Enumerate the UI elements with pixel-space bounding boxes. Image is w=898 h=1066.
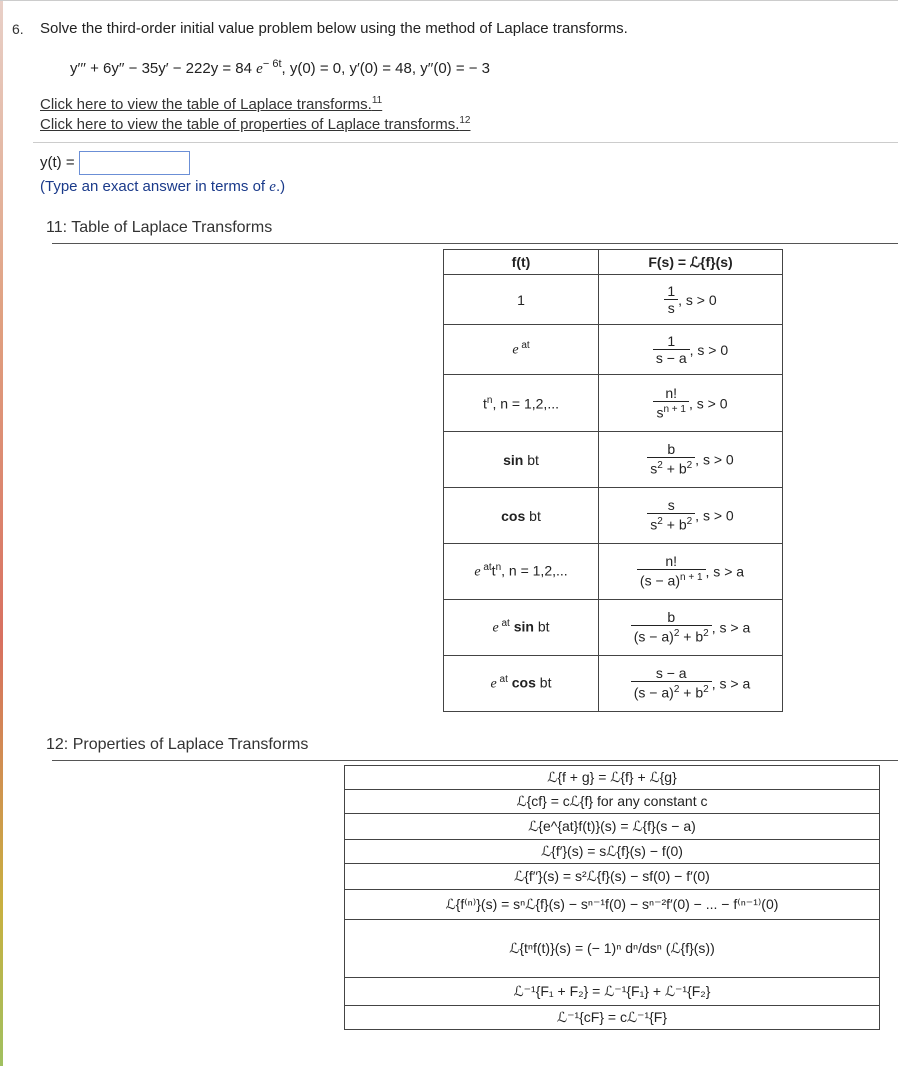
properties-heading-rule xyxy=(52,760,898,761)
laplace-transforms-table xyxy=(443,249,783,712)
table-row: e $^{at}$ sin bt $\frac{b}{(s - a)^2 + b^2}$ , s > a xyxy=(444,600,783,656)
property-row: ℒ⁻¹{F₁ + F₂} = ℒ⁻¹{F₁} + ℒ⁻¹{F₂} xyxy=(345,978,880,1006)
transforms-heading-rule xyxy=(52,243,898,244)
property-row: ℒ{e^{at}f(t)}(s) = ℒ{f}(s − a) xyxy=(345,814,880,840)
col-header-ft: f(t) xyxy=(444,250,599,275)
table-row: cos bt $\frac{s}{s^2 + b^2}$ , s > 0 xyxy=(444,488,783,544)
table-row: e $^{at}t^n$, n = 1,2,... $\frac{n!}{(s - a)^{n + 1}}$ , s > a xyxy=(444,544,783,600)
transforms-table-heading: 11: Table of Laplace Transforms xyxy=(46,219,273,236)
table-row: e $^{at}$ cos bt $\frac{s - a}{(s - a)^2 + b^2}$ , s > a xyxy=(444,656,783,712)
property-row: ℒ{f⁽ⁿ⁾}(s) = sⁿℒ{f}(s) − sⁿ⁻¹f(0) − sⁿ⁻²f′(0) − ... − f⁽ⁿ⁻¹⁾(0) xyxy=(345,890,880,920)
top-border xyxy=(0,0,898,1)
laplace-properties-link[interactable]: Click here to view the table of properties of Laplace transforms.$^{12}$ xyxy=(40,115,471,133)
property-row: ℒ⁻¹{cF} = cℒ⁻¹{F} xyxy=(345,1006,880,1030)
table-row: sin bt $\frac{b}{s^2 + b^2}$ , s > 0 xyxy=(444,432,783,488)
col-header-fs: F(s) = ℒ{f}(s) xyxy=(599,250,783,275)
question-number: 6. xyxy=(12,21,24,37)
table-row: 1 $\frac{1}{s}$ , s > 0 xyxy=(444,275,783,325)
property-row: ℒ{cf} = cℒ{f} for any constant c xyxy=(345,790,880,814)
answer-hint: (Type an exact answer in terms of e.) xyxy=(40,178,286,195)
answer-label: y(t) = xyxy=(40,154,75,171)
property-row: ℒ{tⁿf(t)}(s) = (− 1)ⁿ dⁿ/dsⁿ (ℒ{f}(s)) xyxy=(345,920,880,978)
left-edge-strip xyxy=(0,0,3,1066)
property-row: ℒ{f′′}(s) = s²ℒ{f}(s) − sf(0) − f′(0) xyxy=(345,864,880,890)
answer-input[interactable] xyxy=(79,151,190,175)
laplace-properties-table xyxy=(344,765,880,1030)
question-prompt: Solve the third-order initial value problem below using the method of Laplace transforms. xyxy=(40,20,628,37)
table-row: e $^{at}$ $\frac{1}{s - a}$ , s > 0 xyxy=(444,325,783,375)
laplace-table-link[interactable]: Click here to view the table of Laplace transforms.$^{11}$ xyxy=(40,95,383,113)
differential-equation: y′′′ + 6y′′ − 35y′ − 222y = 84 $e^{- 6t}$, y(0) = 0, y′(0) = 48, y′′(0) = − 3 xyxy=(70,58,491,77)
divider xyxy=(33,142,898,143)
properties-table-heading: 12: Properties of Laplace Transforms xyxy=(46,736,309,753)
table-row: $t^n$, n = 1,2,... $\frac{n!}{s^{n + 1}}$ , s > 0 xyxy=(444,375,783,432)
property-row: ℒ{f + g} = ℒ{f} + ℒ{g} xyxy=(345,766,880,790)
property-row: ℒ{f′}(s) = sℒ{f}(s) − f(0) xyxy=(345,840,880,864)
